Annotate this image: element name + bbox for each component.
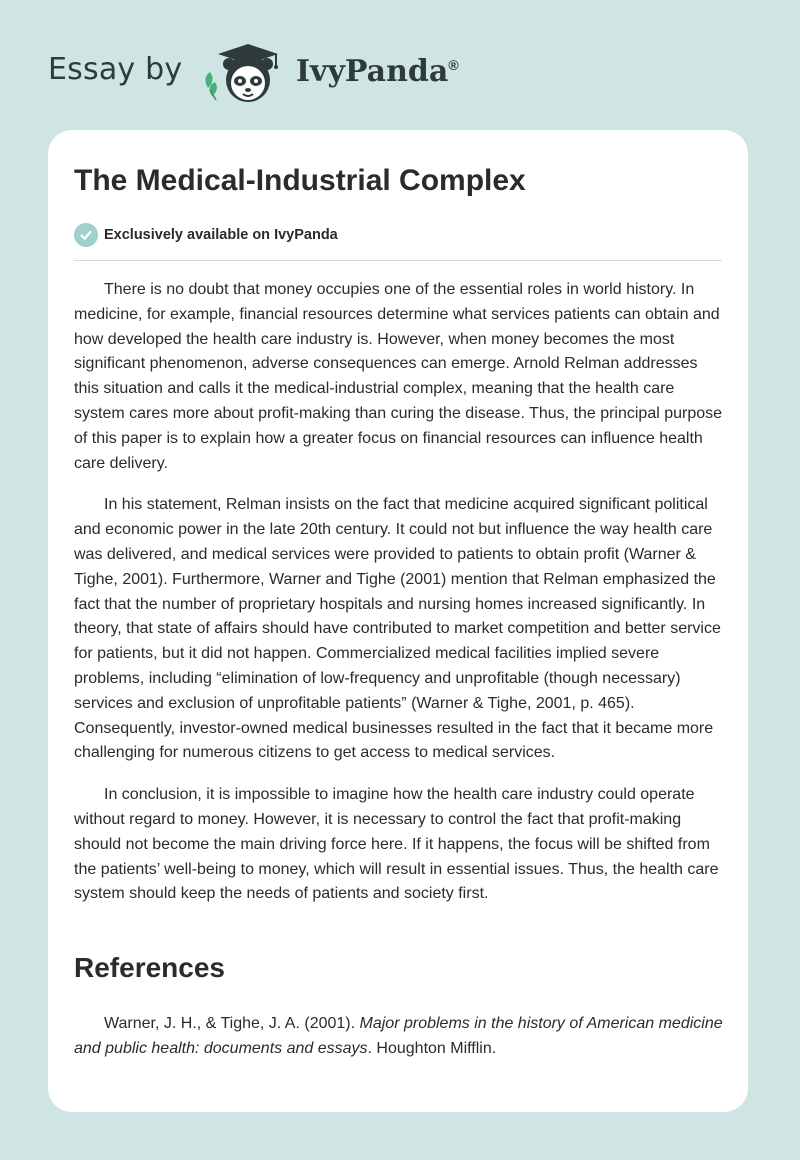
paragraph: In conclusion, it is impossible to imagine how the health care industry could operate without regard to money. However, it is necessary to control the fact that profit-making should not become the main driving force here. If it happens, the focus will be shifted from the patients’ well-being to money, which will result in essential issues. Thus, the health care system should keep the needs of patients and society first. [74,786,719,903]
reference-title: Major problems in the history of American medicine and public health: documents and essays [74,1015,723,1057]
essay-body [74,278,724,924]
exclusive-label: Exclusively available on IvyPanda [104,227,338,243]
references-heading: References [74,952,225,983]
paragraph: In his statement, Relman insists on the fact that medicine acquired significant political and economic power in the late 20th century. It could not but influence the way health care was delivered, and medical services were provided to patients to obtain profit (Warner & Tighe, 2001). Furthermore, Warner and Tighe (2001) mention that Relman emphasized the fact that the number of proprietary hospitals and nursing homes increased significantly. In theory, that state of affairs should have contributed to market competition and better service for patients, but it did not happen. Commercialized medical facilities implied severe problems, including “elimination of low-frequency and unprofitable (though necessary) services and exclusion of unprofitable patients” (Warner & Tighe, 2001, p. 465). Consequently, investor-owned medical businesses resulted in the fact that it became more challenging for numerous citizens to get access to medical services. [74,496,721,762]
paragraph: There is no doubt that money occupies one of the essential roles in world history. In medicine, for example, financial resources determine what services patients can obtain and how developed the health care industry is. However, when money becomes the most significant phenomenon, adverse consequences can emerge. Arnold Relman addresses this situation and calls it the medical-industrial complex, meaning that the health care system cares more about profit-making than curing the disease. Thus, the principal purpose of this paper is to explain how a greater focus on financial resources can influence health care delivery. [74,281,723,472]
essay-by-label: Essay by [48,52,183,87]
reference-item [74,1012,724,1062]
registered-mark: ® [448,57,459,73]
essay-card [48,130,748,1112]
checkmark-icon [74,223,98,247]
site-header [0,0,800,130]
divider [74,260,722,261]
reference-publisher: . Houghton Mifflin. [367,1039,497,1057]
reference-authors: Warner, J. H., & Tighe, J. A. (2001). [104,1015,360,1032]
exclusive-badge [74,222,338,248]
page-title: The Medical-Industrial Complex [74,164,526,197]
panda-logo-icon[interactable] [198,38,294,110]
brand-name[interactable]: IvyPanda® [296,54,459,89]
